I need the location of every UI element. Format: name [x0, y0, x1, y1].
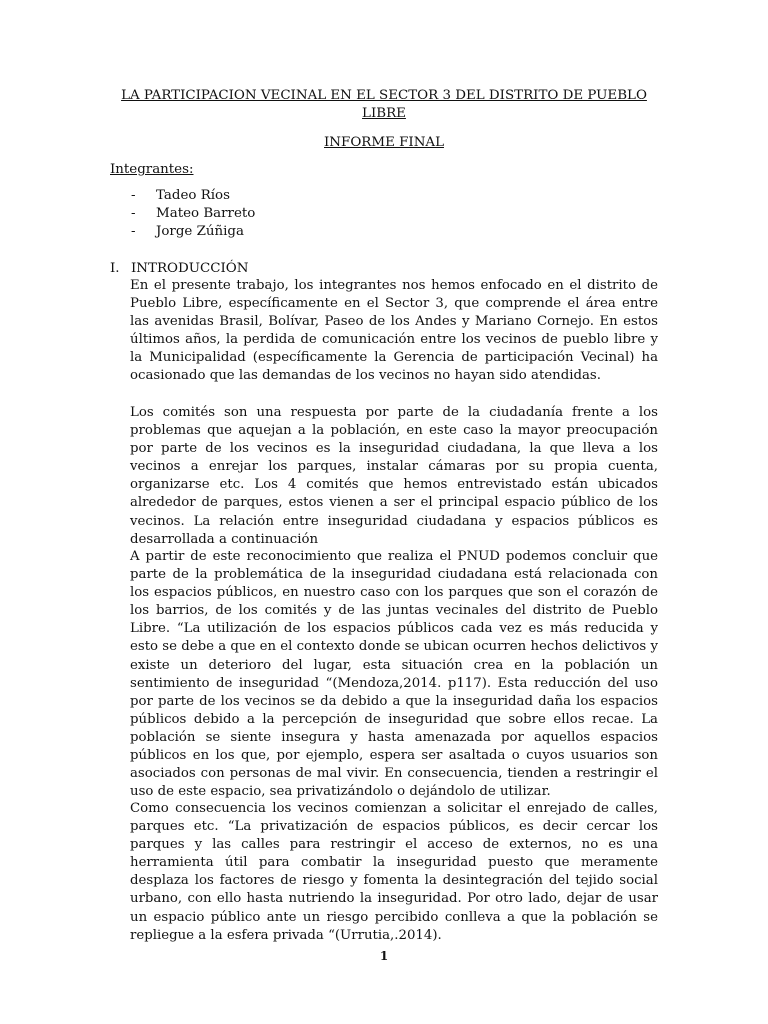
page-number: 1 [379, 949, 389, 963]
document-title: LA PARTICIPACION VECINAL EN EL SECTOR 3 DEL DISTRITO DE PUEBLO LIBRE [121, 88, 647, 121]
list-marker: - [131, 188, 136, 203]
list-item [131, 205, 255, 223]
body-paragraph: A partir de este reconocimiento que realiza el PNUD podemos concluir que parte de la problemática de la inseguridad ciudadana está relacionada con los espacios públicos, en nuestro caso con los parques que son el corazón de los barrios, de los comités y de las juntas vecinales del distrito de Pueblo Libre. “La utilización de los espacios públicos cada vez es más reducida y esto se debe a que en el contexto donde se ubican ocurren hechos delictivos y existe un deterioro del lugar, esta situación crea en la población un sentimiento de inseguridad “(Mendoza,2014. p117). Esta reducción del uso por parte de los vecinos se da debido a que la inseguridad daña los espacios públicos debido a la percepción de inseguridad que sobre ellos recae. La población se siente insegura y hasta amenazada por aquellos espacios públicos en los que, por ejemplo, espera ser asaltada o cuyos usuarios son asociados con personas de mal vivir. En consecuencia, tienden a restringir el uso de este espacio, sea privatizándolo o dejándolo de utilizar. [130, 549, 658, 800]
section-number: I. [110, 261, 120, 276]
list-item [131, 187, 255, 205]
body-paragraph: En el presente trabajo, los integrantes nos hemos enfocado en el distrito de Pueblo Libre, específicamente en el Sector 3, que comprende el área entre las avenidas Brasil, Bolívar, Paseo de los Andes y Mariano Cornejo. En estos últimos años, la perdida de comunicación entre los vecinos de pueblo libre y la Municipalidad (específicamente la Gerencia de participación Vecinal) ha ocasionado que las demandas de los vecinos no hayan sido atendidas. [130, 278, 658, 384]
document-subtitle: INFORME FINAL [324, 135, 444, 150]
member-name: Mateo Barreto [156, 206, 256, 221]
body-paragraph: Como consecuencia los vecinos comienzan a solicitar el enrejado de calles, parques etc. “La privatización de espacios públicos, es decir cercar los parques y las calles para restringir el acceso de externos, no es una herramienta útil para combatir la inseguridad puesto que meramente desplaza los factores de riesgo y fomenta la desintegración del tejido social urbano, con ello hasta nutriendo la inseguridad. Por otro lado, dejar de usar un espacio público ante un riesgo percibido conlleva a que la población se repliegue a la esfera privada “(Urrutia,.2014). [130, 801, 658, 943]
section-heading: INTRODUCCIÓN [131, 261, 249, 276]
list-marker: - [131, 224, 136, 239]
list-item [131, 223, 255, 241]
member-name: Tadeo Ríos [156, 188, 230, 203]
member-name: Jorge Zúñiga [156, 224, 244, 239]
list-marker: - [131, 206, 136, 221]
body-paragraph: Los comités son una respuesta por parte de la ciudadanía frente a los problemas que aquejan a la población, en este caso la mayor preocupación por parte de los vecinos es la inseguridad ciudadana, la que lleva a los vecinos a enrejar los parques, instalar cámaras por su propia cuenta, organizarse etc. Los 4 comités que hemos entrevistado están ubicados alrededor de parques, estos vienen a ser el principal espacio público de los vecinos. La relación entre inseguridad ciudadana y espacios públicos es desarrollada a continuación [130, 405, 658, 547]
members-label: Integrantes: [110, 162, 194, 177]
members-list [131, 187, 255, 241]
